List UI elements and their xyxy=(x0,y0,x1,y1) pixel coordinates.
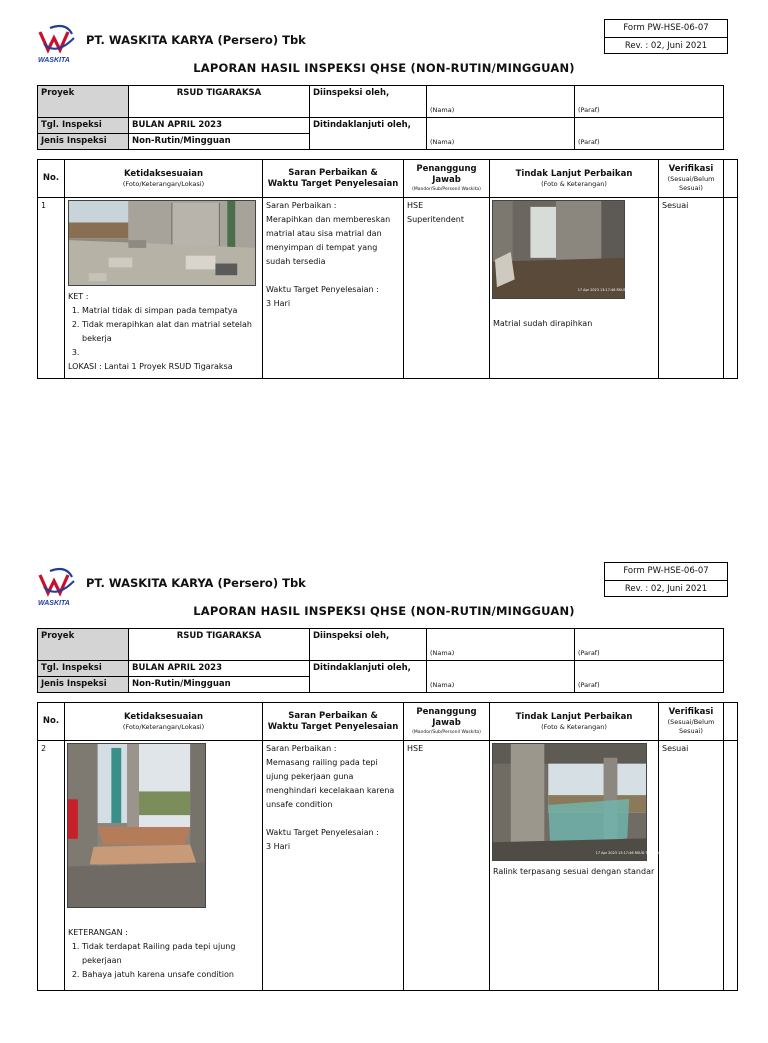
penanggung-jawab-cell xyxy=(404,741,490,991)
tindak-caption: Matrial sudah dirapihkan xyxy=(493,319,593,328)
nonconformity-photo xyxy=(67,743,206,908)
tgl-label: Tgl. Inspeksi xyxy=(38,118,129,134)
paraf-field-2[interactable]: (Paraf) xyxy=(575,661,724,693)
col-saran: Saran Perbaikan & Waktu Target Penyelesaian xyxy=(263,160,404,198)
waktu-label: Waktu Target Penyelesaian : xyxy=(266,285,379,294)
company-name: PT. WASKITA KARYA (Persero) Tbk xyxy=(86,576,306,590)
tindak-lanjut-cell xyxy=(490,741,666,991)
report-title: LAPORAN HASIL INSPEKSI QHSE (NON-RUTIN/MINGGUAN) xyxy=(193,61,575,75)
waskita-logo-icon xyxy=(36,565,80,607)
lokasi-text: LOKASI : Lantai 1 Proyek RSUD Tigaraksa xyxy=(68,362,233,371)
jenis-value: Non-Rutin/Mingguan xyxy=(129,677,310,693)
tindak-lanjut-cell xyxy=(490,198,659,379)
form-code-box xyxy=(604,19,728,54)
waktu-value: 3 Hari xyxy=(266,842,291,851)
col-ketidaksesuaian: Ketidaksesuaian (Foto/Keterangan/Lokasi) xyxy=(65,160,263,198)
saran-cell xyxy=(263,741,404,991)
proyek-value: RSUD TIGARAKSA xyxy=(129,629,310,661)
report-page-1 xyxy=(0,0,768,500)
ket-label: KETERANGAN : xyxy=(68,928,128,937)
form-code: Form PW-HSE-06-07 xyxy=(623,566,709,576)
form-revision: Rev. : 02, Juni 2021 xyxy=(605,580,727,597)
info-table xyxy=(37,628,724,693)
saran-text: Memasang railing pada tepi ujung pekerjaan guna menghindari kecelakaan karena unsafe condition xyxy=(266,758,395,809)
paraf-field-2[interactable]: (Paraf) xyxy=(575,118,724,150)
logo-wordmark: WASKITA xyxy=(38,600,70,607)
proyek-label: Proyek xyxy=(38,86,129,118)
proyek-label: Proyek xyxy=(38,629,129,661)
col-verifikasi: Verifikasi (Sesuai/Belum Sesuai) xyxy=(659,160,724,198)
report-page-2 xyxy=(0,543,768,1043)
saran-text: Merapihkan dan membereskan matrial atau sisa matrial dan menyimpan di tempat yang sudah tersedia xyxy=(266,215,391,266)
col-penanggung-jawab: Penanggung Jawab (Mandor/Sub/Personil Waskita) xyxy=(404,703,490,741)
col-ketidaksesuaian: Ketidaksesuaian (Foto/Keterangan/Lokasi) xyxy=(65,703,263,741)
ket-item: 1. Tidak terdapat Railing pada tepi ujung pekerjaan xyxy=(82,940,259,968)
followup-photo xyxy=(492,200,647,299)
waskita-logo-icon xyxy=(36,22,80,64)
row-no: 2 xyxy=(38,741,65,991)
col-blank xyxy=(724,160,738,198)
col-tindak-lanjut: Tindak Lanjut Perbaikan (Foto & Keterangan) xyxy=(490,160,659,198)
company-name: PT. WASKITA KARYA (Persero) Tbk xyxy=(86,33,306,47)
ket-item: 1. Matrial tidak di simpan pada tempatya xyxy=(82,304,259,318)
col-penanggung-jawab: Penanggung Jawab (Mandor/Sub/Personil Waskita) xyxy=(404,160,490,198)
ketidaksesuaian-cell xyxy=(65,198,263,379)
form-code: Form PW-HSE-06-07 xyxy=(623,23,709,33)
pj-line-2: Superitendent xyxy=(407,215,464,224)
tgl-value: BULAN APRIL 2023 xyxy=(129,118,310,134)
nama-field-2[interactable]: (Nama) xyxy=(427,118,575,150)
form-revision: Rev. : 02, Juni 2021 xyxy=(605,37,727,54)
diinspeksi-label: Diinspeksi oleh, xyxy=(310,629,427,661)
inspection-table xyxy=(37,159,738,379)
nama-field-2[interactable]: (Nama) xyxy=(427,661,575,693)
waktu-value: 3 Hari xyxy=(266,299,291,308)
saran-label: Saran Perbaikan : xyxy=(266,201,337,210)
tgl-value: BULAN APRIL 2023 xyxy=(129,661,310,677)
inspection-table xyxy=(37,702,738,991)
pj-line-1: HSE xyxy=(407,744,424,753)
ditindaklanjuti-label: Ditindaklanjuti oleh, xyxy=(310,661,427,693)
col-blank xyxy=(724,703,738,741)
blank-cell xyxy=(724,198,738,379)
nama-field[interactable]: (Nama) xyxy=(427,86,575,118)
col-no: No. xyxy=(38,160,65,198)
jenis-label: Jenis Inspeksi xyxy=(38,134,129,150)
col-saran: Saran Perbaikan & Waktu Target Penyelesaian xyxy=(263,703,404,741)
info-table xyxy=(37,85,724,150)
blank-cell xyxy=(724,741,738,991)
diinspeksi-label: Diinspeksi oleh, xyxy=(310,86,427,118)
tgl-label: Tgl. Inspeksi xyxy=(38,661,129,677)
verifikasi-cell: Sesuai xyxy=(659,198,724,379)
nama-field[interactable]: (Nama) xyxy=(427,629,575,661)
pj-line-1: HSE xyxy=(407,201,424,210)
nonconformity-photo xyxy=(68,200,256,286)
saran-label: Saran Perbaikan : xyxy=(266,744,337,753)
photo-timestamp: 17 Apr 2023 13:17:46 RSUD TIGARAKSA xyxy=(577,288,647,293)
ketidaksesuaian-cell xyxy=(65,741,263,991)
report-title: LAPORAN HASIL INSPEKSI QHSE (NON-RUTIN/MINGGUAN) xyxy=(193,604,575,618)
tindak-caption: Ralink terpasang sesuai dengan standar xyxy=(493,867,655,876)
waktu-label: Waktu Target Penyelesaian : xyxy=(266,828,379,837)
col-verifikasi: Verifikasi (Sesuai/Belum Sesuai) xyxy=(659,703,724,741)
ket-list xyxy=(82,304,259,360)
proyek-value: RSUD TIGARAKSA xyxy=(129,86,310,118)
penanggung-jawab-cell xyxy=(404,198,490,379)
photo-timestamp: 17 Apr 2023 13:17:46 RSUD TIGARAKSA xyxy=(595,851,666,856)
ket-label: KET : xyxy=(68,292,89,301)
jenis-label: Jenis Inspeksi xyxy=(38,677,129,693)
form-code-box xyxy=(604,562,728,597)
ket-item: 2. Bahaya jatuh karena unsafe condition xyxy=(82,968,259,982)
logo-wordmark: WASKITA xyxy=(38,57,70,64)
ket-item: 2. Tidak merapihkan alat dan matrial setelah bekerja xyxy=(82,318,259,346)
col-no: No. xyxy=(38,703,65,741)
paraf-field[interactable]: (Paraf) xyxy=(575,86,724,118)
ditindaklanjuti-label: Ditindaklanjuti oleh, xyxy=(310,118,427,150)
paraf-field[interactable]: (Paraf) xyxy=(575,629,724,661)
row-no: 1 xyxy=(38,198,65,379)
ket-list xyxy=(82,940,259,982)
col-tindak-lanjut: Tindak Lanjut Perbaikan (Foto & Keterangan) xyxy=(490,703,659,741)
verifikasi-cell: Sesuai xyxy=(659,741,724,991)
jenis-value: Non-Rutin/Mingguan xyxy=(129,134,310,150)
saran-cell xyxy=(263,198,404,379)
ket-item xyxy=(82,346,259,360)
followup-photo xyxy=(492,743,666,861)
